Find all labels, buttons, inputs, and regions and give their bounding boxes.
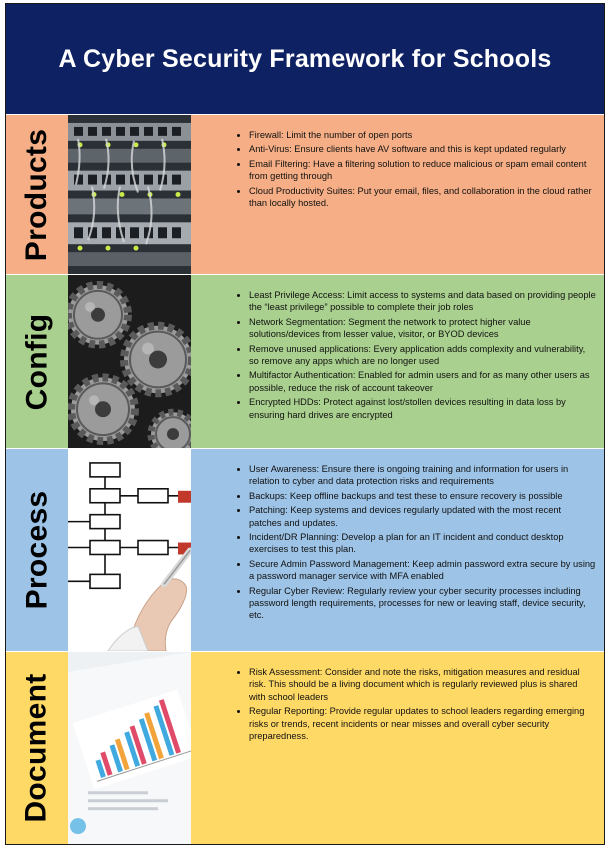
- section-label: Document: [20, 673, 54, 823]
- network-switch-icon: [68, 115, 191, 274]
- section-process: [6, 448, 604, 651]
- section-document: [6, 651, 604, 844]
- list-item: • Email Filtering: Have a filtering solution to reduce malicious or spam email content from getting through: [249, 158, 596, 183]
- report-chart-icon: [68, 652, 191, 844]
- list-item: • Risk Assessment: Consider and note the risks, mitigation measures and residual risk. This should be a living document which is regularly reviewed plus is shared with school leaders: [249, 666, 596, 703]
- list-item: • Secure Admin Password Management: Keep admin password extra secure by using a password manager service with MFA enabled: [249, 558, 596, 583]
- bullet-list: [199, 289, 596, 421]
- section-label: Products: [20, 128, 54, 261]
- bullet-list: [199, 463, 596, 622]
- section-products: [6, 114, 604, 274]
- gears-icon: [68, 275, 191, 448]
- list-item: • Regular Cyber Review: Regularly review your cyber security processes including password length requirements, processes for new or leaving staff, device security, etc.: [249, 585, 596, 622]
- list-item: • Network Segmentation: Segment the network to protect higher value solutions/devices from lesser value, visitor, or BYOD devices: [249, 316, 596, 341]
- list-item: • Backups: Keep offline backups and test these to ensure recovery is possible: [249, 490, 596, 502]
- section-content: [191, 115, 604, 274]
- list-item: • Patching: Keep systems and devices regularly updated with the most recent patches and updates.: [249, 504, 596, 529]
- list-item: • Anti-Virus: Ensure clients have AV software and this is kept updated regularly: [249, 143, 596, 155]
- list-item: • Cloud Productivity Suites: Put your email, files, and collaboration in the cloud rather than locally hosted.: [249, 185, 596, 210]
- section-content: [191, 449, 604, 651]
- page-title: A Cyber Security Framework for Schools: [58, 44, 552, 73]
- section-content: [191, 652, 604, 844]
- list-item: • Remove unused applications: Every application adds complexity and vulnerability, so remove any apps which are no longer used: [249, 343, 596, 368]
- bullet-list: [199, 666, 596, 742]
- header-banner: [6, 4, 604, 114]
- list-item: • Encrypted HDDs: Protect against lost/stollen devices resulting in data loss by ensuring hard drives are encrypted: [249, 396, 596, 421]
- list-item: • Multifactor Authentication: Enabled for admin users and for as many other users as possible, reduce the risk of account takeover: [249, 369, 596, 394]
- list-item: • Regular Reporting: Provide regular updates to school leaders regarding emerging risks or trends, recent incidents or near misses and overall cyber security preparedness.: [249, 705, 596, 742]
- flowchart-icon: [68, 449, 191, 651]
- list-item: • Least Privilege Access: Limit access to systems and data based on providing people the “least privilege” possible to complete their job roles: [249, 289, 596, 314]
- list-item: • User Awareness: Ensure there is ongoing training and information for users in relation to cyber and data protection risks and requirements: [249, 463, 596, 488]
- section-content: [191, 275, 604, 448]
- section-config: [6, 274, 604, 448]
- section-label: Process: [20, 490, 54, 610]
- section-label: Config: [20, 313, 53, 410]
- bullet-list: [199, 129, 596, 209]
- list-item: • Firewall: Limit the number of open ports: [249, 129, 596, 141]
- framework-poster: [5, 3, 605, 845]
- list-item: • Incident/DR Planning: Develop a plan for an IT incident and conduct desktop exercises to test this plan.: [249, 531, 596, 556]
